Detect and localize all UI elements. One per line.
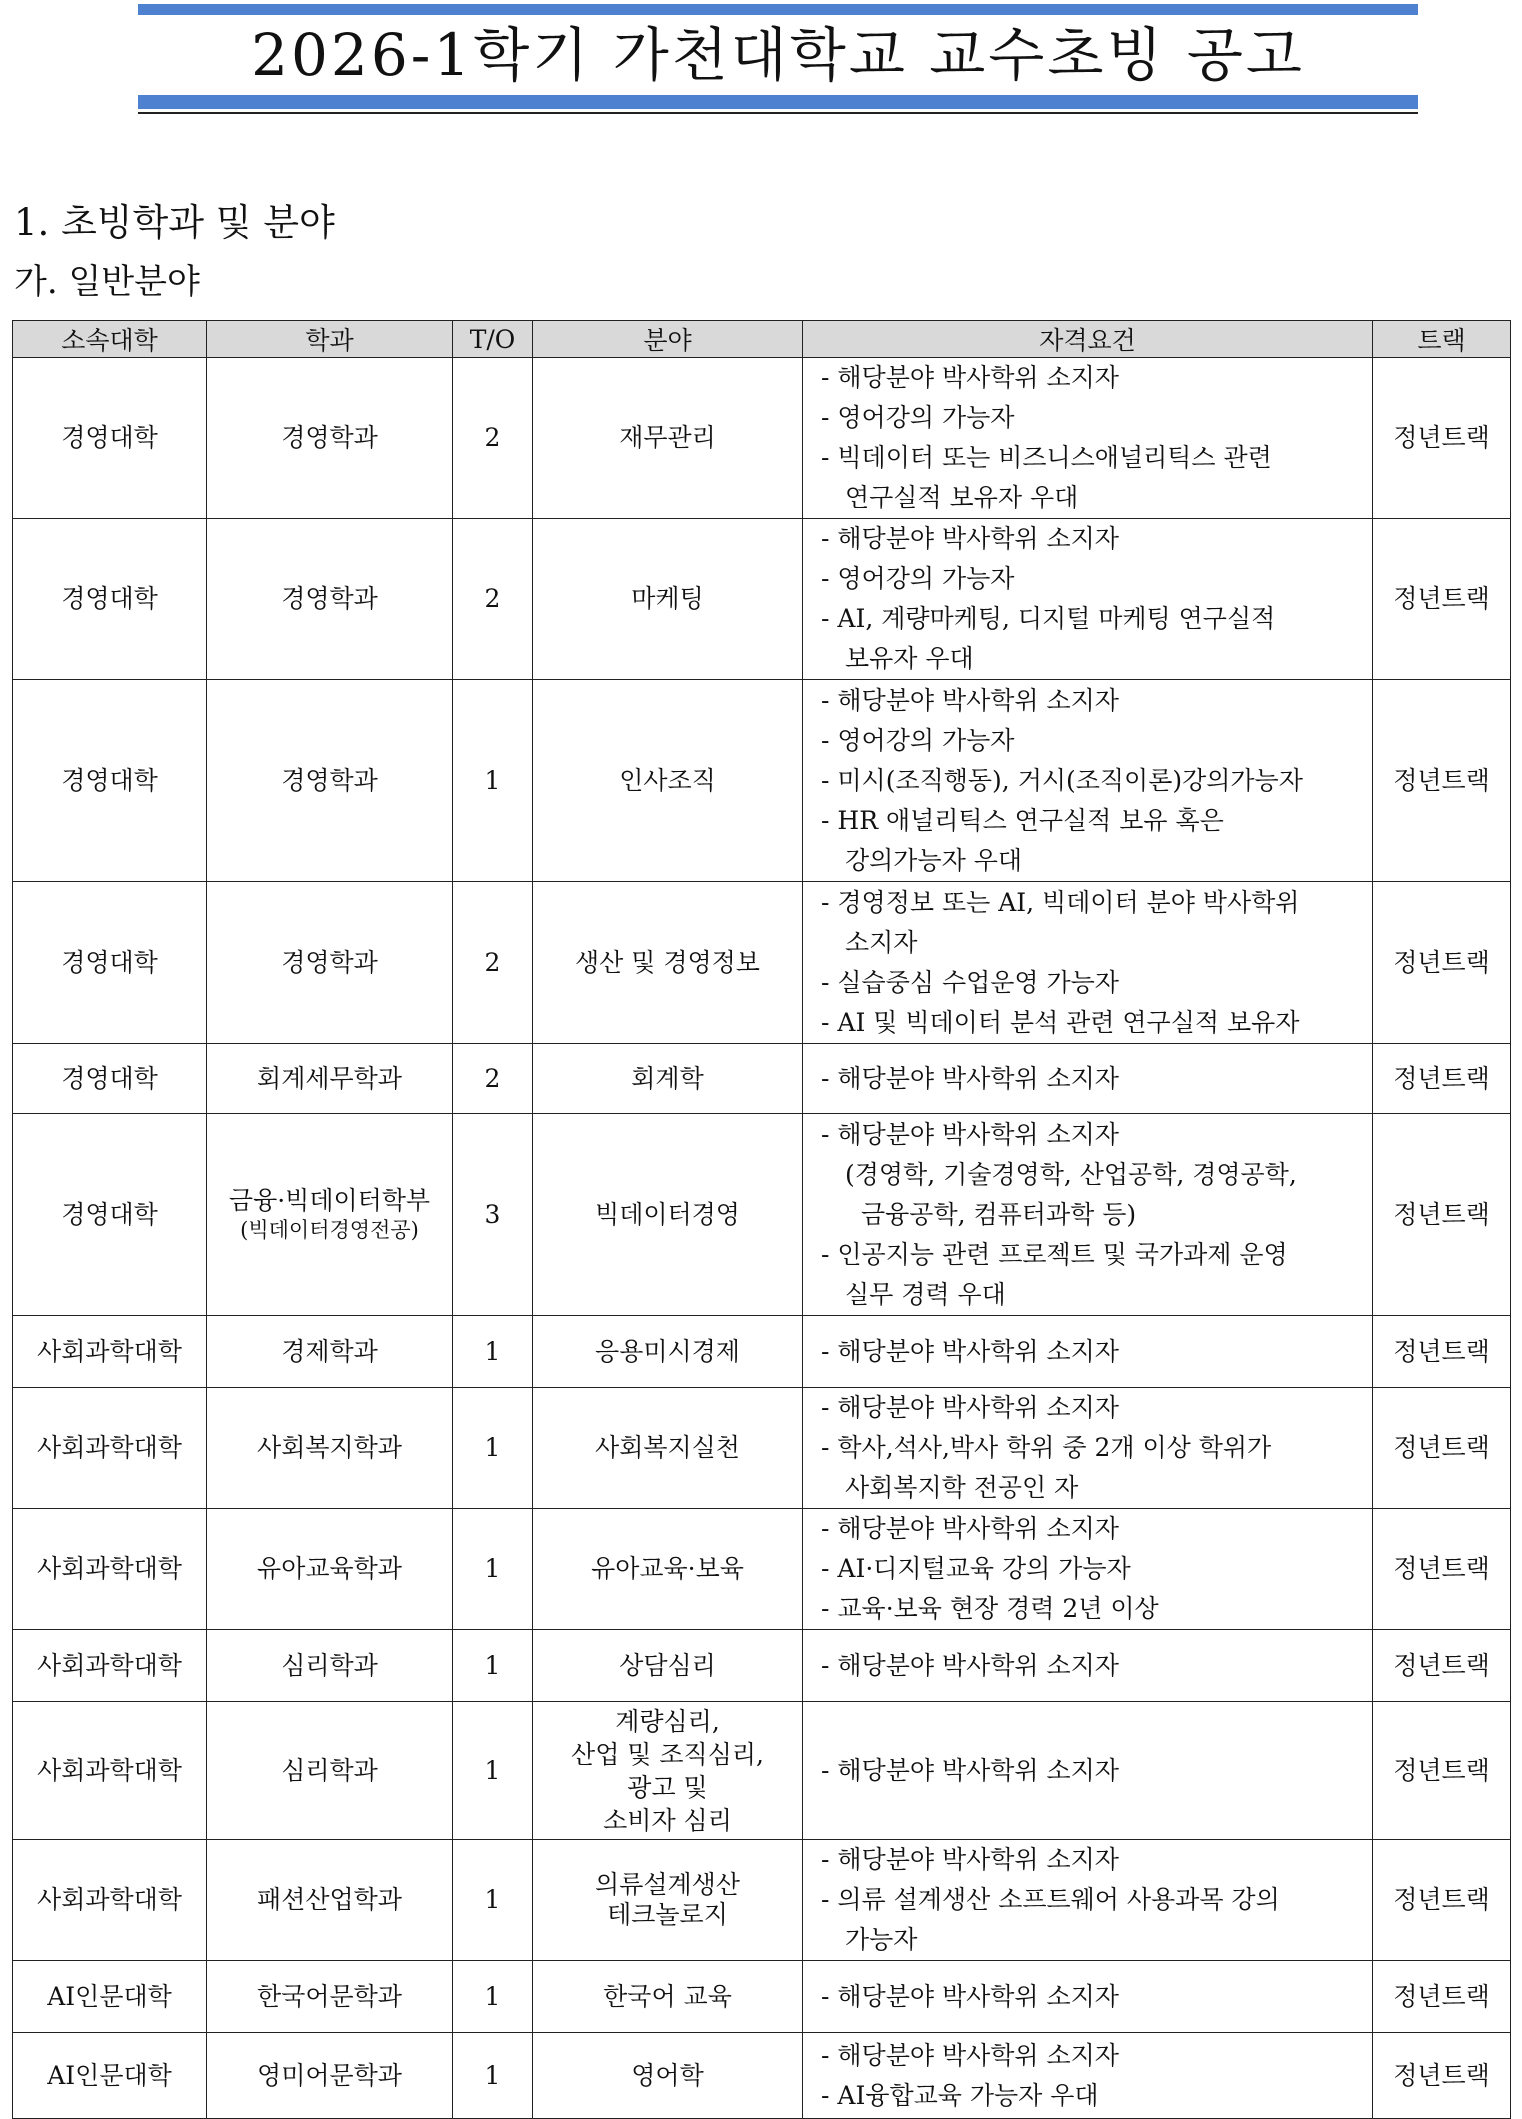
college-name: 경영대학 — [61, 584, 158, 613]
to-count: 2 — [484, 423, 501, 452]
department-cell — [207, 1702, 453, 1840]
department-name: 금융·빅데이터학부 — [228, 1185, 431, 1215]
column-header-college: 소속대학 — [13, 321, 207, 358]
track-label: 정년트랙 — [1393, 423, 1490, 452]
to-count: 1 — [484, 1433, 501, 1462]
requirement-line: - 해당분야 박사학위 소지자 — [821, 524, 1119, 553]
page-title: 2026-1학기 가천대학교 교수초빙 공고 — [251, 21, 1305, 89]
department-name: 경영학과 — [281, 765, 378, 795]
requirement-line: - 교육·보육 현장 경력 2년 이상 — [821, 1594, 1159, 1623]
track-label: 정년트랙 — [1393, 1650, 1490, 1680]
table-row — [13, 1509, 1511, 1630]
to-count: 1 — [484, 2060, 501, 2090]
requirements-cell — [803, 1630, 1373, 1702]
track-label: 정년트랙 — [1393, 947, 1490, 977]
college-cell — [13, 1114, 207, 1316]
to-count: 1 — [484, 1554, 501, 1583]
to-cell — [453, 1388, 533, 1509]
field-line: 유아교육·보육 — [591, 1554, 744, 1583]
department-name: 경영학과 — [281, 423, 378, 452]
field-cell — [533, 358, 803, 519]
track-cell — [1373, 680, 1511, 882]
department-cell — [207, 519, 453, 680]
field-cell — [533, 1840, 803, 1961]
field-line: 인사조직 — [619, 765, 716, 795]
to-cell — [453, 519, 533, 680]
track-cell — [1373, 1509, 1511, 1630]
requirements-cell — [803, 1509, 1373, 1630]
requirement-line: - 빅데이터 또는 비즈니스애널리틱스 관련 — [821, 443, 1272, 472]
requirement-line: - 영어강의 가능자 — [821, 564, 1015, 593]
requirement-line: 연구실적 보유자 우대 — [845, 483, 1079, 512]
requirement-line: - 해당분야 박사학위 소지자 — [821, 1336, 1119, 1366]
column-header-track: 트랙 — [1373, 321, 1511, 358]
college-name: 경영대학 — [61, 765, 158, 795]
requirement-line: 금융공학, 컴퓨터과학 등) — [861, 1199, 1137, 1229]
requirement-line: - 미시(조직행동), 거시(조직이론)강의가능자 — [821, 765, 1303, 795]
department-cell — [207, 1316, 453, 1388]
to-count: 3 — [484, 1199, 501, 1229]
to-cell — [453, 2033, 533, 2119]
college-cell — [13, 358, 207, 519]
department-cell — [207, 680, 453, 882]
department-cell — [207, 1509, 453, 1630]
track-cell — [1373, 1114, 1511, 1316]
requirement-line: - 해당분야 박사학위 소지자 — [821, 363, 1119, 392]
track-label: 정년트랙 — [1393, 1433, 1490, 1462]
track-label: 정년트랙 — [1393, 1063, 1490, 1093]
field-line: 광고 및 — [627, 1772, 708, 1802]
track-label: 정년트랙 — [1393, 584, 1490, 613]
column-header-field: 분야 — [533, 321, 803, 358]
section-title: 1. 초빙학과 및 분야 — [14, 201, 335, 244]
table-body — [13, 358, 1511, 2119]
to-cell — [453, 680, 533, 882]
to-count: 1 — [484, 1336, 501, 1366]
department-cell — [207, 882, 453, 1044]
to-count: 1 — [484, 765, 501, 795]
requirement-line: - 해당분야 박사학위 소지자 — [821, 1650, 1119, 1680]
department-name: 심리학과 — [281, 1755, 378, 1785]
requirement-line: 실무 경력 우대 — [845, 1279, 1006, 1309]
college-cell — [13, 519, 207, 680]
department-name: 경영학과 — [281, 584, 378, 613]
college-cell — [13, 680, 207, 882]
to-cell — [453, 1702, 533, 1840]
college-cell — [13, 882, 207, 1044]
field-cell — [533, 2033, 803, 2119]
field-line: 응용미시경제 — [595, 1336, 740, 1366]
college-name: 사회과학대학 — [37, 1554, 182, 1583]
to-cell — [453, 1961, 533, 2033]
requirements-cell — [803, 358, 1373, 519]
college-cell — [13, 1044, 207, 1114]
table-row — [13, 1702, 1511, 1840]
department-cell — [207, 2033, 453, 2119]
table-row — [13, 1114, 1511, 1316]
requirements-cell — [803, 1044, 1373, 1114]
college-name: 경영대학 — [61, 1199, 158, 1229]
requirements-cell — [803, 1388, 1373, 1509]
department-name: 심리학과 — [281, 1650, 378, 1680]
table-header-row — [13, 321, 1511, 358]
to-count: 2 — [484, 584, 501, 613]
table-row — [13, 2033, 1511, 2119]
field-line: 소비자 심리 — [603, 1805, 732, 1835]
track-label: 정년트랙 — [1393, 1885, 1490, 1914]
requirement-line: - 해당분야 박사학위 소지자 — [821, 1393, 1119, 1422]
track-cell — [1373, 2033, 1511, 2119]
requirement-line: - 해당분야 박사학위 소지자 — [821, 2040, 1119, 2070]
requirement-line: - HR 애널리틱스 연구실적 보유 혹은 — [821, 805, 1224, 835]
track-cell — [1373, 882, 1511, 1044]
table-row — [13, 1044, 1511, 1114]
field-line: 빅데이터경영 — [595, 1199, 740, 1229]
to-count: 2 — [484, 947, 501, 977]
department-cell — [207, 1044, 453, 1114]
to-count: 1 — [484, 1885, 501, 1914]
department-cell — [207, 358, 453, 519]
field-line: 한국어 교육 — [603, 1981, 732, 2011]
department-name: 사회복지학과 — [257, 1433, 402, 1462]
requirements-cell — [803, 1840, 1373, 1961]
college-name: 사회과학대학 — [37, 1755, 182, 1785]
field-line: 산업 및 조직심리, — [571, 1739, 764, 1769]
requirements-cell — [803, 1961, 1373, 2033]
requirements-cell — [803, 2033, 1373, 2119]
requirements-cell — [803, 882, 1373, 1044]
field-line: 계량심리, — [615, 1706, 720, 1736]
to-cell — [453, 1509, 533, 1630]
field-line: 영어학 — [631, 2060, 704, 2090]
college-cell — [13, 2033, 207, 2119]
requirement-line: - 해당분야 박사학위 소지자 — [821, 1514, 1119, 1543]
track-label: 정년트랙 — [1393, 2060, 1490, 2090]
field-line: 회계학 — [631, 1063, 704, 1093]
to-count: 1 — [484, 1981, 501, 2011]
department-name: 한국어문학과 — [257, 1981, 402, 2011]
column-header-requirements: 자격요건 — [803, 321, 1373, 358]
field-line: 생산 및 경영정보 — [575, 947, 760, 977]
requirement-line: - 영어강의 가능자 — [821, 403, 1015, 432]
department-name: 경영학과 — [281, 947, 378, 977]
table-row — [13, 519, 1511, 680]
requirement-line: - AI 및 빅데이터 분석 관련 연구실적 보유자 — [821, 1007, 1300, 1037]
field-cell — [533, 882, 803, 1044]
department-name: 경제학과 — [281, 1336, 378, 1366]
department-name: 유아교육학과 — [257, 1554, 402, 1583]
field-line: 상담심리 — [619, 1650, 716, 1680]
college-name: 사회과학대학 — [37, 1885, 182, 1914]
field-line: 재무관리 — [619, 423, 716, 452]
requirement-line: - AI·디지털교육 강의 가능자 — [821, 1554, 1131, 1583]
field-line: 마케팅 — [631, 584, 704, 613]
title-bottom-bar — [138, 95, 1418, 109]
requirement-line: - 해당분야 박사학위 소지자 — [821, 1063, 1119, 1093]
field-cell — [533, 1961, 803, 2033]
requirement-line: - 해당분야 박사학위 소지자 — [821, 685, 1119, 715]
field-line: 테크놀로지 — [607, 1900, 728, 1929]
track-cell — [1373, 1840, 1511, 1961]
college-name: 사회과학대학 — [37, 1336, 182, 1366]
to-count: 2 — [484, 1063, 501, 1093]
department-name: 패션산업학과 — [257, 1885, 402, 1914]
requirements-cell — [803, 519, 1373, 680]
college-name: AI인문대학 — [47, 1981, 172, 2011]
track-cell — [1373, 1044, 1511, 1114]
subsection-title: 가. 일반분야 — [14, 262, 200, 302]
title-top-bar — [138, 4, 1418, 15]
to-cell — [453, 1114, 533, 1316]
to-cell — [453, 1630, 533, 1702]
table-row — [13, 1961, 1511, 2033]
field-line: 사회복지실천 — [595, 1433, 740, 1462]
table-row — [13, 1388, 1511, 1509]
track-label: 정년트랙 — [1393, 1981, 1490, 2011]
table-row — [13, 1316, 1511, 1388]
field-line: 의류설계생산 — [595, 1870, 740, 1899]
track-cell — [1373, 358, 1511, 519]
requirement-line: - 영어강의 가능자 — [821, 725, 1015, 755]
department-cell — [207, 1630, 453, 1702]
to-cell — [453, 1840, 533, 1961]
college-cell — [13, 1840, 207, 1961]
department-name: 영미어문학과 — [257, 2060, 402, 2090]
to-cell — [453, 358, 533, 519]
college-cell — [13, 1388, 207, 1509]
department-cell — [207, 1840, 453, 1961]
requirement-line: - 학사,석사,박사 학위 중 2개 이상 학위가 — [821, 1433, 1272, 1462]
department-note: (빅데이터경영전공) — [240, 1217, 419, 1242]
college-name: 경영대학 — [61, 947, 158, 977]
to-count: 1 — [484, 1650, 501, 1680]
to-cell — [453, 1316, 533, 1388]
requirement-line: 보유자 우대 — [845, 644, 974, 673]
recruitment-table — [12, 320, 1511, 2119]
to-count: 1 — [484, 1755, 501, 1785]
requirements-cell — [803, 680, 1373, 882]
college-cell — [13, 1961, 207, 2033]
requirement-line: - 실습중심 수업운영 가능자 — [821, 967, 1119, 997]
requirement-line: - 의류 설계생산 소프트웨어 사용과목 강의 — [821, 1885, 1280, 1914]
college-cell — [13, 1630, 207, 1702]
requirements-cell — [803, 1114, 1373, 1316]
track-label: 정년트랙 — [1393, 1199, 1490, 1229]
college-name: 경영대학 — [61, 423, 158, 452]
track-label: 정년트랙 — [1393, 1755, 1490, 1785]
field-cell — [533, 1114, 803, 1316]
department-name: 회계세무학과 — [257, 1063, 402, 1093]
department-cell — [207, 1961, 453, 2033]
field-cell — [533, 680, 803, 882]
field-cell — [533, 1316, 803, 1388]
track-cell — [1373, 1702, 1511, 1840]
to-cell — [453, 1044, 533, 1114]
requirement-line: 사회복지학 전공인 자 — [845, 1473, 1079, 1502]
requirements-cell — [803, 1702, 1373, 1840]
college-name: 사회과학대학 — [37, 1433, 182, 1462]
table-row — [13, 1840, 1511, 1961]
requirement-line: - 해당분야 박사학위 소지자 — [821, 1755, 1119, 1785]
college-cell — [13, 1509, 207, 1630]
track-cell — [1373, 1630, 1511, 1702]
table-row — [13, 882, 1511, 1044]
table-row — [13, 358, 1511, 519]
track-cell — [1373, 1316, 1511, 1388]
to-cell — [453, 882, 533, 1044]
college-name: AI인문대학 — [47, 2060, 172, 2090]
requirement-line: - 해당분야 박사학위 소지자 — [821, 1981, 1119, 2011]
track-label: 정년트랙 — [1393, 765, 1490, 795]
table-row — [13, 1630, 1511, 1702]
requirement-line: - 경영정보 또는 AI, 빅데이터 분야 박사학위 — [821, 887, 1300, 917]
requirement-line: - AI융합교육 가능자 우대 — [821, 2080, 1099, 2110]
field-cell — [533, 1044, 803, 1114]
track-cell — [1373, 1388, 1511, 1509]
college-name: 경영대학 — [61, 1063, 158, 1093]
college-cell — [13, 1316, 207, 1388]
requirement-line: (경영학, 기술경영학, 산업공학, 경영공학, — [845, 1159, 1297, 1189]
requirement-line: - 해당분야 박사학위 소지자 — [821, 1845, 1119, 1874]
requirement-line: 소지자 — [845, 927, 918, 957]
column-header-department: 학과 — [207, 321, 453, 358]
department-cell — [207, 1388, 453, 1509]
field-cell — [533, 1702, 803, 1840]
requirement-line: - AI, 계량마케팅, 디지털 마케팅 연구실적 — [821, 604, 1276, 633]
track-cell — [1373, 519, 1511, 680]
field-cell — [533, 1509, 803, 1630]
track-label: 정년트랙 — [1393, 1336, 1490, 1366]
requirement-line: - 인공지능 관련 프로젝트 및 국가과제 운영 — [821, 1239, 1288, 1269]
track-cell — [1373, 1961, 1511, 2033]
requirement-line: - 해당분야 박사학위 소지자 — [821, 1119, 1119, 1149]
requirement-line: 강의가능자 우대 — [845, 845, 1022, 875]
department-cell — [207, 1114, 453, 1316]
college-cell — [13, 1702, 207, 1840]
title-block — [138, 4, 1418, 114]
field-cell — [533, 1388, 803, 1509]
field-cell — [533, 519, 803, 680]
column-header-to: T/O — [453, 321, 533, 358]
college-name: 사회과학대학 — [37, 1650, 182, 1680]
field-cell — [533, 1630, 803, 1702]
table-row — [13, 680, 1511, 882]
title-underline — [138, 112, 1418, 114]
requirements-cell — [803, 1316, 1373, 1388]
requirement-line: 가능자 — [845, 1925, 918, 1954]
track-label: 정년트랙 — [1393, 1554, 1490, 1583]
